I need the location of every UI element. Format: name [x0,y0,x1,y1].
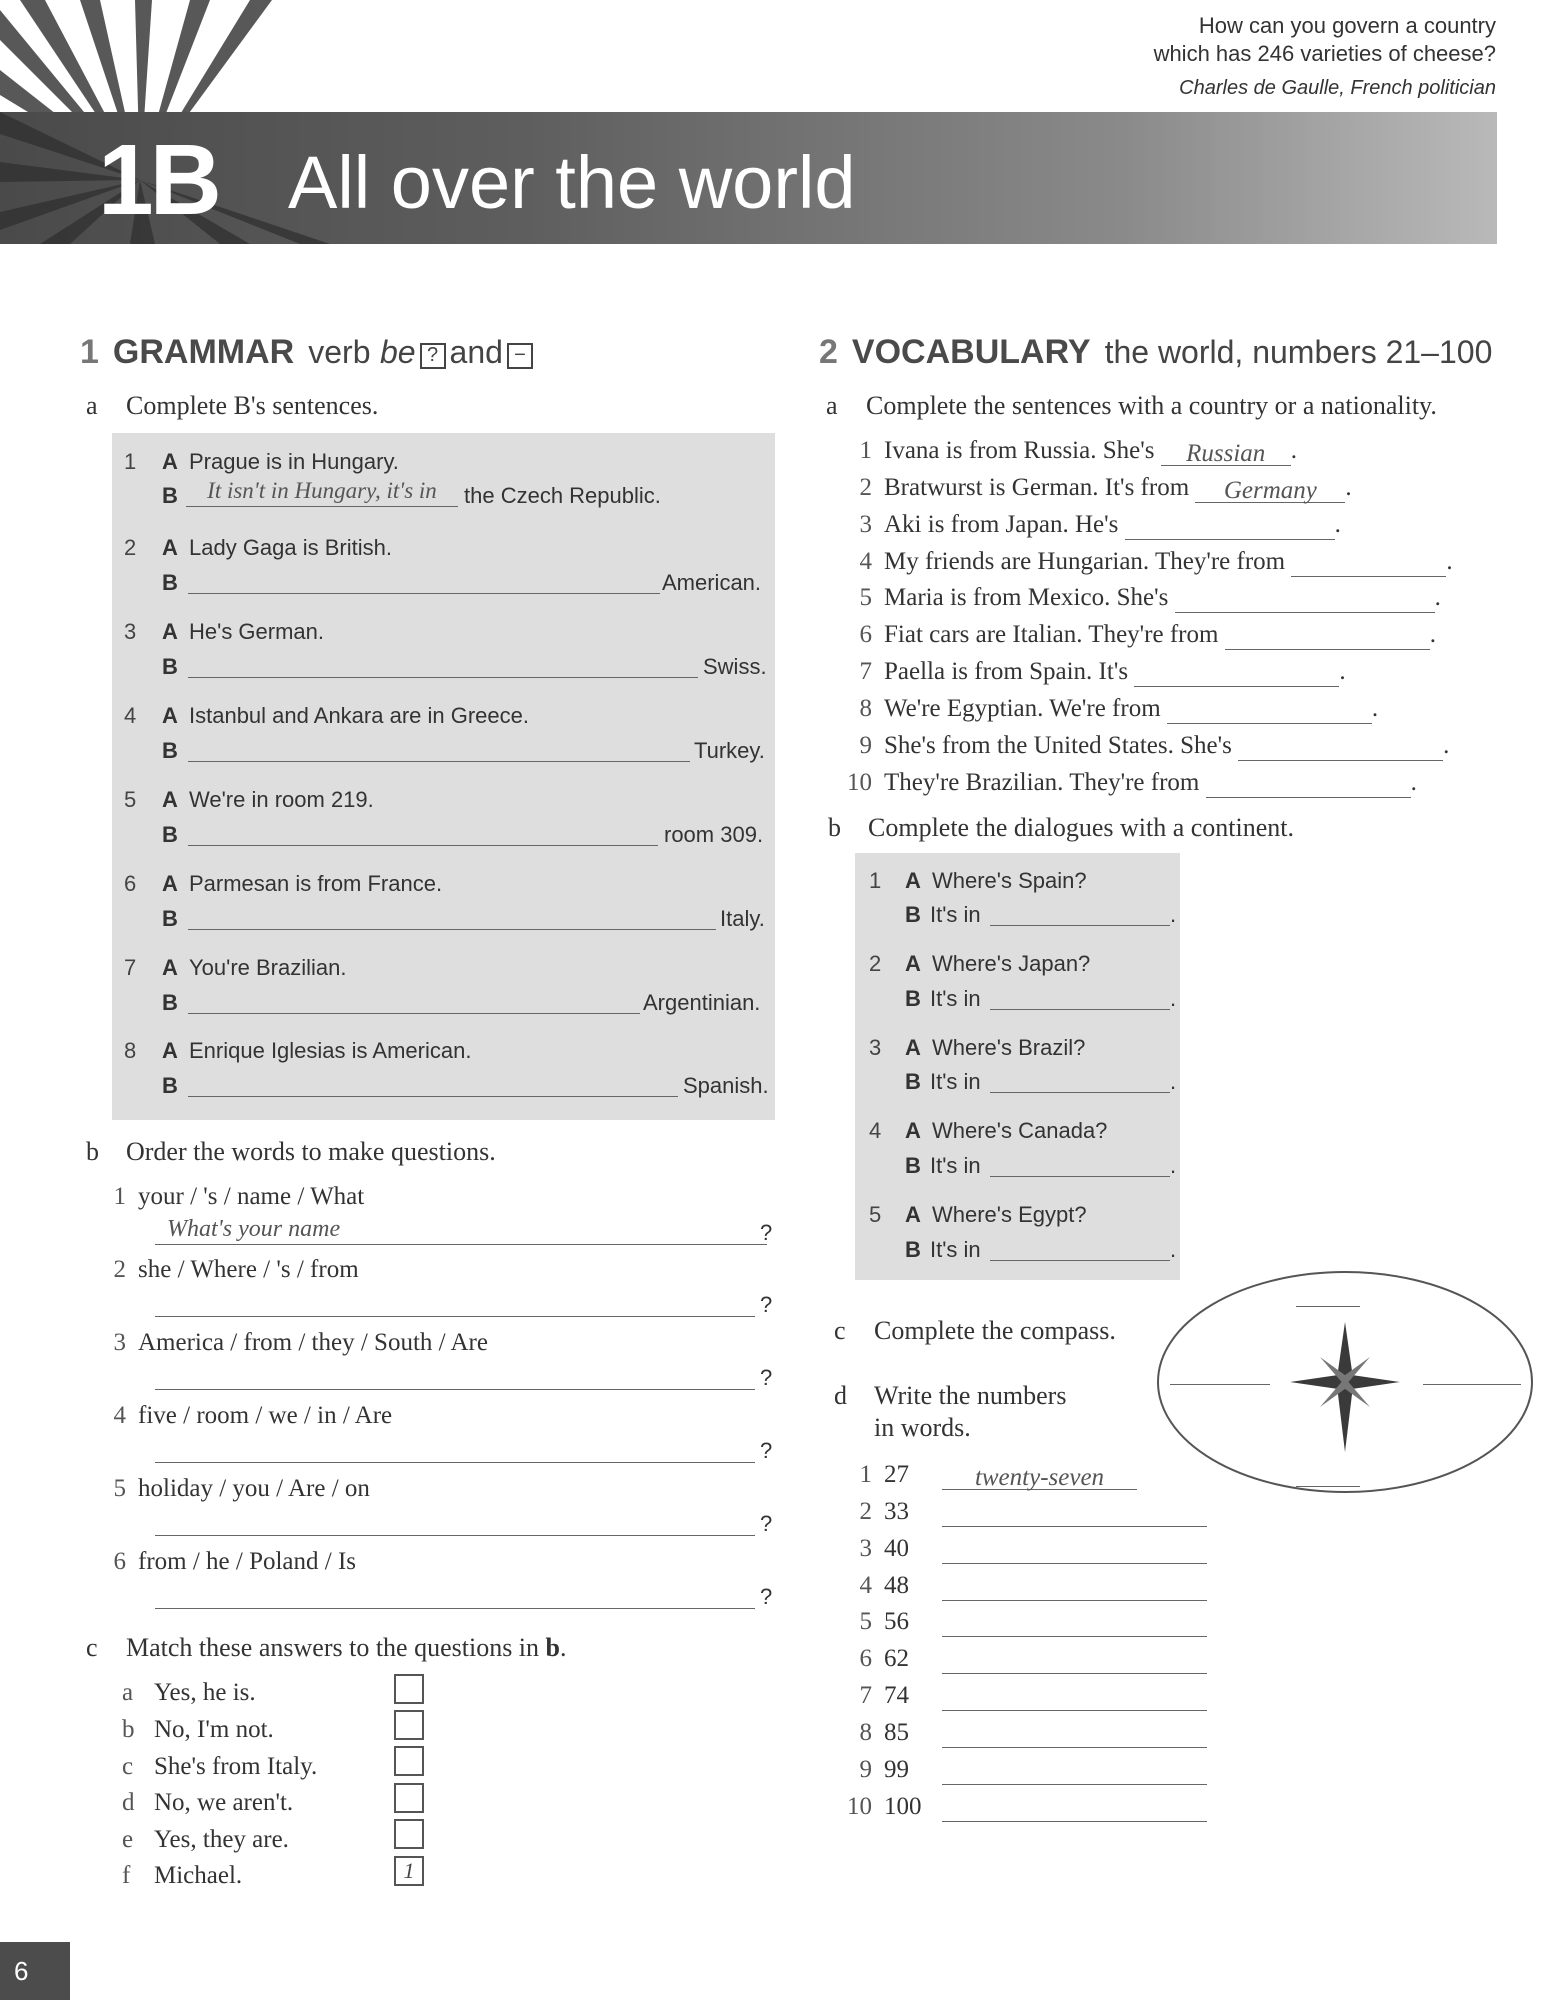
grammar-topic-verb: verb [308,334,371,370]
item-number: 2 [113,1256,126,1283]
word-prompt: America / from / they / South / Are [138,1329,488,1356]
match-box[interactable] [394,1710,424,1740]
list-item [96,1182,364,1212]
list-item [122,1825,289,1855]
speaker-a-line: You're Brazilian. [189,955,347,980]
vocabulary-b-instruction [828,812,1294,844]
answer-field[interactable] [942,1721,1207,1748]
sentence-end: Italy. [720,906,765,931]
number-value: 56 [884,1608,909,1635]
speaker-a-line: Where's Canada? [932,1118,1108,1143]
answer-field[interactable] [1225,623,1430,650]
item-number: 2 [869,951,882,976]
answer-field[interactable] [188,733,690,762]
sentence-end: . [1446,548,1453,575]
speaker-b: B [162,990,178,1015]
list-item [842,1607,1207,1637]
speaker-b-line: It's in [930,986,981,1011]
item-number: 8 [859,1719,872,1746]
grammar-a-instruction [86,390,378,422]
unit-code: 1B [98,124,218,236]
answer-text: Yes, they are. [154,1826,289,1853]
list-item [842,1460,1137,1490]
list-item [842,731,1449,761]
item-number: 7 [124,955,137,980]
question-mark: ? [760,1220,773,1245]
sentence-end: . [1345,474,1352,501]
question-mark: ? [760,1292,773,1317]
speaker-a-line: Istanbul and Ankara are in Greece. [189,703,529,728]
word-prompt: five / room / we / in / Are [138,1402,393,1429]
item-number: 5 [859,584,872,611]
speaker-a: A [162,703,178,728]
list-item [122,1678,256,1708]
answer-field[interactable]: twenty-seven [942,1463,1137,1490]
sentence-end: . [1339,658,1346,685]
speaker-a: A [905,1035,921,1060]
item-number: 7 [859,1682,872,1709]
sentence-end: . [1371,695,1379,722]
answer-text: No, we aren't. [154,1789,294,1816]
answer-field[interactable] [990,897,1170,926]
compass-diagram [1150,1270,1550,1530]
answer-field[interactable] [188,649,698,678]
item-number: 6 [113,1548,126,1575]
speaker-b-line: It's in [930,902,981,927]
unit-title: All over the world [288,141,856,224]
compass-east-field[interactable] [1423,1356,1521,1385]
word-prompt: your / 's / name / What [138,1183,365,1210]
speaker-a: A [162,535,178,560]
item-number: 3 [113,1329,126,1356]
sentence-end: the Czech Republic. [464,483,661,508]
answer-field[interactable]: What's your name [155,1216,767,1245]
item-number: 4 [859,1572,872,1599]
speaker-b: B [162,483,178,508]
sentence-end: . [1170,1237,1177,1262]
number-value: 74 [884,1682,909,1709]
sentence-end: Spanish. [683,1073,769,1098]
item-number: 5 [124,787,137,812]
answer-field[interactable] [942,1647,1207,1674]
speaker-a: A [162,449,178,474]
speaker-b-line: It's in [930,1069,981,1094]
list-item [842,1497,1207,1527]
item-letter: f [122,1862,131,1889]
answer-field[interactable] [155,1288,755,1317]
answer-field[interactable] [1175,586,1435,613]
answer-field[interactable] [942,1610,1207,1637]
item-number: 7 [859,658,872,685]
answer-field[interactable] [188,901,716,930]
answer-field[interactable] [155,1580,755,1609]
speaker-a-line: Where's Egypt? [932,1202,1087,1227]
item-number: 10 [847,769,872,796]
question-symbol-icon: ? [420,343,446,369]
sentence-end: Argentinian. [643,990,761,1015]
item-number: 6 [124,871,137,896]
item-letter: a [122,1679,134,1706]
list-item [842,620,1436,650]
list-item [96,1255,359,1285]
grammar-b-instruction [86,1136,496,1168]
speaker-a-line: He's German. [189,619,325,644]
list-item [842,1681,1207,1711]
sentence-text: Bratwurst is German. It's from [884,474,1190,501]
match-box[interactable] [394,1819,424,1849]
grammar-c-instruction [86,1632,567,1664]
item-number: 2 [859,1498,872,1525]
item-number: 3 [869,1035,882,1060]
answer-text: Michael. [154,1862,243,1889]
instruction-line-2: in words. [874,1413,971,1442]
item-number: 6 [859,621,872,648]
number-value: 27 [884,1461,909,1488]
compass-north-field[interactable] [1296,1278,1360,1307]
item-number: 5 [869,1202,882,1227]
list-item [122,1752,317,1782]
speaker-a-line: Where's Brazil? [932,1035,1086,1060]
answer-field[interactable] [990,1148,1170,1177]
speaker-a: A [162,619,178,644]
answer-field[interactable] [188,565,660,594]
sentence-text: She's from the United States. She's [884,732,1232,759]
answer-field[interactable] [155,1361,755,1390]
question-mark: ? [760,1365,773,1390]
speaker-a-line: We're in room 219. [189,787,374,812]
sentence-end: Swiss. [703,654,767,679]
sentence-end: . [1170,986,1177,1011]
answer-field[interactable] [1134,660,1339,687]
item-number: 1 [859,437,872,464]
sentence-end: . [1443,732,1450,759]
number-value: 33 [884,1498,909,1525]
speaker-b: B [162,654,178,679]
answer-field[interactable] [155,1507,755,1536]
answer-text: Yes, he is. [154,1679,256,1706]
question-mark: ? [760,1438,773,1463]
list-item [842,657,1346,687]
sentence-text: We're Egyptian. We're from [884,695,1161,722]
vocabulary-a-instruction [826,390,1437,422]
sentence-text: They're Brazilian. They're from [884,769,1200,796]
exercise-letter: a [86,391,98,420]
answer-field[interactable] [942,1537,1207,1564]
sentence-end: . [1170,902,1177,927]
exercise-letter: a [826,391,838,420]
sentence-end: American. [662,570,762,595]
number-value: 85 [884,1719,909,1746]
match-box[interactable] [394,1783,424,1813]
list-item [842,768,1417,798]
speaker-b: B [162,822,178,847]
answer-field[interactable] [188,985,640,1014]
speaker-a-line: Lady Gaga is British. [189,535,392,560]
item-number: 4 [124,703,137,728]
list-item [842,436,1297,466]
speaker-a-line: Parmesan is from France. [189,871,443,896]
item-letter: d [122,1789,135,1816]
instruction-end: . [560,1633,567,1662]
answer-field[interactable] [990,1232,1170,1261]
compass-south-field[interactable] [1296,1458,1360,1487]
instruction-text: Complete the dialogues with a continent. [868,813,1295,842]
item-number: 1 [113,1183,126,1210]
item-number: 9 [859,1756,872,1783]
answer-field[interactable] [942,1574,1207,1601]
item-number: 3 [859,1535,872,1562]
quote-line-1: How can you govern a country [1198,13,1496,38]
sentence-end: . [1429,621,1436,648]
item-number: 10 [847,1793,872,1820]
quote-line-2: which has 246 varieties of cheese? [1153,41,1496,66]
instruction-text: Complete the sentences with a country or a nationality. [866,391,1437,420]
instruction-text: Order the words to make questions. [126,1137,496,1166]
answer-field[interactable] [155,1434,755,1463]
speaker-b: B [162,906,178,931]
sentence-end: . [1334,511,1341,538]
speaker-a-line: Enrique Iglesias is American. [189,1038,472,1063]
sentence-end: . [1170,1069,1177,1094]
vocabulary-heading [819,332,1492,372]
exercise-letter: b [828,813,841,842]
answer-field[interactable] [942,1500,1207,1527]
speaker-a: A [162,955,178,980]
number-value: 100 [884,1793,922,1820]
sentence-text: Paella is from Spain. It's [884,658,1129,685]
instruction-text: Complete the compass. [874,1316,1116,1345]
word-prompt: she / Where / 's / from [138,1256,359,1283]
speaker-a-line: Where's Spain? [932,868,1087,893]
speaker-b: B [905,1069,921,1094]
speaker-b: B [905,986,921,1011]
item-number: 6 [859,1645,872,1672]
speaker-b-line: It's in [930,1153,981,1178]
number-value: 99 [884,1756,909,1783]
word-prompt: from / he / Poland / Is [138,1548,357,1575]
sentence-text: Ivana is from Russia. She's [884,437,1155,464]
list-item [96,1474,370,1504]
match-box[interactable] [394,1674,424,1704]
page-number: 6 [0,1942,70,2000]
speaker-b: B [905,1153,921,1178]
answer-field[interactable] [942,1795,1207,1822]
item-number: 4 [859,548,872,575]
answer-field[interactable] [1167,697,1372,724]
number-value: 48 [884,1572,909,1599]
question-mark: ? [760,1511,773,1536]
exercise-letter: b [86,1137,99,1166]
instruction-line-1: Write the numbers [874,1381,1067,1410]
sentence-text: Aki is from Japan. He's [884,511,1119,538]
number-value: 62 [884,1645,909,1672]
vocabulary-topic: the world, numbers 21–100 [1104,334,1493,370]
sentence-text: Fiat cars are Italian. They're from [884,621,1219,648]
list-item [96,1547,356,1577]
list-item [842,694,1378,724]
grammar-number: 1 [80,333,99,371]
speaker-a: A [905,1118,921,1143]
speaker-b: B [162,570,178,595]
quote-author: Charles de Gaulle, French politician [1179,77,1496,99]
answer-field[interactable] [1238,734,1443,761]
exercise-letter: d [834,1381,847,1410]
speaker-a: A [905,1202,921,1227]
instruction-text: Match these answers to the questions in [126,1633,540,1662]
answer-field[interactable] [990,981,1170,1010]
list-item [96,1401,392,1431]
list-item [842,1718,1207,1748]
vocabulary-word: VOCABULARY [851,333,1091,371]
list-item [842,1571,1207,1601]
exercise-letter: c [834,1316,846,1345]
list-item [842,1534,1207,1564]
item-number: 2 [859,474,872,501]
exercise-letter: c [86,1633,98,1662]
compass-rose-icon [1290,1322,1400,1452]
speaker-b-line: It's in [930,1237,981,1262]
item-number: 8 [124,1038,137,1063]
item-number: 9 [859,732,872,759]
list-item [842,1644,1207,1674]
list-item [842,510,1341,540]
sentence-end: . [1434,584,1441,611]
match-box[interactable] [394,1746,424,1776]
item-number: 8 [859,695,872,722]
question-mark: ? [760,1584,773,1609]
answer-text: No, I'm not. [154,1716,274,1743]
item-number: 4 [869,1118,882,1143]
vocabulary-number: 2 [819,333,838,371]
item-number: 5 [859,1608,872,1635]
speaker-a-line: Where's Japan? [932,951,1091,976]
list-item [96,1328,488,1358]
item-number: 3 [859,511,872,538]
list-item [122,1861,242,1891]
list-item [122,1715,274,1745]
grammar-topic-be: be [379,334,416,370]
speaker-b: B [905,902,921,927]
answer-field[interactable] [188,1068,678,1097]
instruction-text: Complete B's sentences. [126,391,379,420]
sentence-end: . [1410,769,1417,796]
answer-field[interactable] [1206,771,1411,798]
answer-field[interactable] [1125,513,1335,540]
answer-field[interactable] [188,817,658,846]
answer-field[interactable] [942,1758,1207,1785]
number-value: 40 [884,1535,909,1562]
item-number: 1 [859,1461,872,1488]
answer-field[interactable]: Germany [1195,476,1345,503]
negative-symbol-icon: − [507,343,533,369]
item-letter: e [122,1826,134,1853]
answer-field[interactable] [990,1064,1170,1093]
speaker-b: B [905,1237,921,1262]
item-number: 5 [113,1475,126,1502]
answer-field[interactable] [1291,550,1446,577]
list-item [842,1792,1207,1822]
item-number: 4 [113,1402,126,1429]
list-item [122,1788,293,1818]
speaker-a: A [905,868,921,893]
speaker-a: A [162,1038,178,1063]
word-prompt: holiday / you / Are / on [138,1475,370,1502]
speaker-a: A [162,787,178,812]
vocabulary-c-instruction [834,1315,1116,1347]
grammar-topic-and: and [449,334,503,370]
grammar-heading [80,332,537,372]
epigraph-quote [1154,12,1496,102]
speaker-a: A [905,951,921,976]
sentence-text: Maria is from Mexico. She's [884,584,1169,611]
item-number: 1 [869,868,882,893]
list-item [842,473,1352,503]
answer-field[interactable]: Russian [1161,439,1291,466]
compass-west-field[interactable] [1170,1356,1270,1385]
vocabulary-d-instruction [834,1380,1066,1444]
answer-text: She's from Italy. [154,1753,318,1780]
match-box[interactable]: 1 [394,1856,424,1886]
sentence-end: Turkey. [694,738,765,763]
item-letter: b [122,1716,135,1743]
item-number: 1 [124,449,137,474]
speaker-a: A [162,871,178,896]
item-number: 3 [124,619,137,644]
sentence-end: . [1170,1153,1177,1178]
sentence-text: My friends are Hungarian. They're from [884,548,1286,575]
list-item [842,583,1441,613]
sentence-end: . [1290,437,1297,464]
speaker-a-line: Prague is in Hungary. [189,449,399,474]
sentence-end: room 309. [664,822,764,847]
answer-field[interactable]: It isn't in Hungary, it's in [186,478,458,507]
grammar-word: GRAMMAR [112,333,295,371]
list-item [842,547,1453,577]
item-letter: c [122,1753,134,1780]
speaker-b: B [162,1073,178,1098]
answer-field[interactable] [942,1684,1207,1711]
instruction-bold: b [545,1633,560,1662]
list-item [842,1755,1207,1785]
speaker-b: B [162,738,178,763]
item-number: 2 [124,535,137,560]
